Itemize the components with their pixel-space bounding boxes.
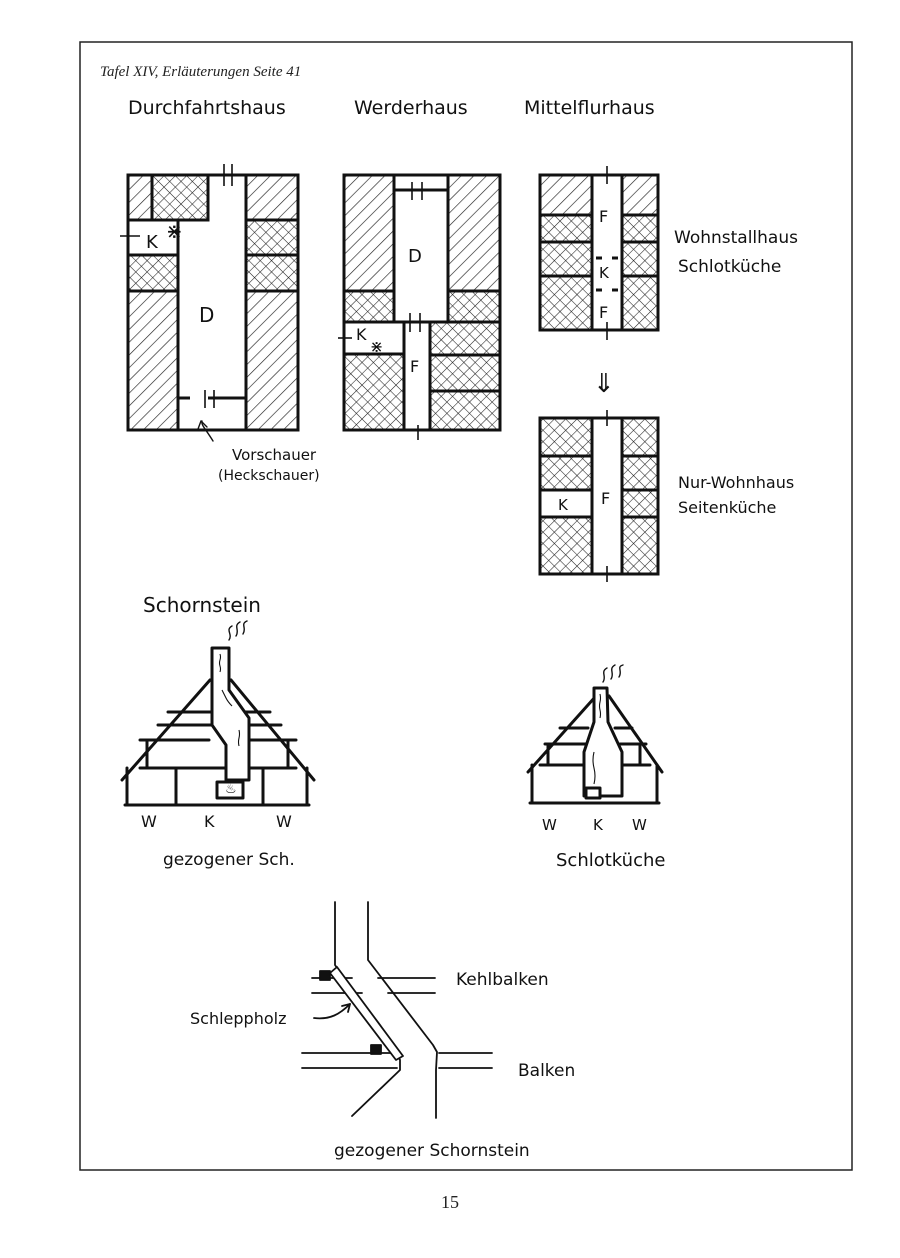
- plate-caption: Tafel XIV, Erläuterungen Seite 41: [100, 64, 302, 80]
- label-kitchen: K: [356, 325, 367, 344]
- title-werderhaus: Werderhaus: [354, 97, 468, 119]
- label-diele: D: [408, 246, 422, 267]
- room-stall: [128, 291, 178, 430]
- arrow-down-icon: ⇓: [593, 369, 615, 399]
- section-schlotkueche: [528, 688, 662, 803]
- room-wohn: [344, 291, 394, 322]
- detail-gezogener-schornstein: [302, 902, 492, 1118]
- room-wohn: [430, 391, 500, 430]
- room-wohn: [540, 418, 592, 456]
- caption-gezogener-sch: gezogener Sch.: [163, 850, 295, 870]
- label-schlotkueche-plan: Schlotküche: [678, 257, 782, 277]
- room-stall: [246, 175, 298, 220]
- label-kitchen: K: [599, 264, 609, 282]
- caption-gezogener-schornstein: gezogener Schornstein: [334, 1141, 530, 1161]
- label-flur: F: [599, 303, 609, 322]
- room-wohn: [622, 517, 658, 574]
- room-wohn: [344, 354, 404, 430]
- label-vorschauer: Vorschauer: [232, 446, 317, 464]
- hearth-icon: ⋇: [370, 337, 384, 356]
- label-balken: Balken: [518, 1061, 576, 1081]
- label-nur-wohnhaus: Nur-Wohnhaus: [678, 473, 795, 492]
- room-wohn: [540, 215, 592, 242]
- label-kitchen: K: [558, 496, 568, 514]
- smoke-icon: [229, 621, 247, 640]
- page-number: 15: [441, 1192, 459, 1212]
- plan-werderhaus: [344, 175, 500, 430]
- label-schleppholz: Schleppholz: [190, 1009, 287, 1028]
- room-wohn: [430, 355, 500, 391]
- room-wohn: [246, 255, 298, 291]
- room-wohn: [622, 276, 658, 330]
- room-wohn: [246, 220, 298, 255]
- label-wohnraum: W: [542, 816, 557, 834]
- room-wohn: [128, 255, 178, 291]
- room-stall: [622, 175, 658, 215]
- label-kehlbalken: Kehlbalken: [456, 970, 549, 990]
- room-wohn: [448, 291, 500, 322]
- section-gezogener-schornstein: [122, 648, 314, 805]
- hearth-icon: ⋇: [166, 219, 183, 243]
- room-wohn: [622, 242, 658, 276]
- room-stall: [448, 175, 500, 291]
- heading-schornstein: Schornstein: [143, 593, 261, 617]
- room-stall: [128, 175, 152, 220]
- label-wohnraum: W: [276, 812, 292, 831]
- label-wohnraum: W: [632, 816, 647, 834]
- room-stall: [246, 291, 298, 430]
- caption-schlotkueche: Schlotküche: [556, 850, 666, 871]
- label-kitchen: K: [593, 816, 603, 834]
- room-wohn: [622, 490, 658, 517]
- label-wohnstallhaus: Wohnstallhaus: [674, 228, 798, 248]
- room-wohn: [622, 215, 658, 242]
- room-wohn: [540, 276, 592, 330]
- room-wohn: [540, 242, 592, 276]
- label-seitenkueche: Seitenküche: [678, 498, 777, 517]
- label-kitchen: K: [204, 812, 215, 831]
- label-flur: F: [599, 207, 609, 226]
- fire-icon: ♨: [225, 782, 237, 797]
- label-heckschauer: (Heckschauer): [218, 468, 320, 484]
- title-mittelflurhaus: Mittelflurhaus: [524, 97, 655, 119]
- label-flur: F: [601, 489, 611, 508]
- room-wohn: [622, 418, 658, 456]
- smoke-icon: [603, 665, 623, 682]
- label-wohnraum: W: [141, 812, 157, 831]
- room-wohn: [540, 517, 592, 574]
- label-flur: F: [410, 357, 420, 376]
- room-wohn: [540, 456, 592, 490]
- room-wohn: [622, 456, 658, 490]
- label-kitchen: K: [146, 232, 158, 253]
- room-wohn: [430, 322, 500, 355]
- title-durchfahrtshaus: Durchfahrtshaus: [128, 97, 286, 119]
- room-stall: [540, 175, 592, 215]
- label-diele: D: [199, 303, 215, 327]
- room-wohn: [152, 175, 208, 220]
- room-stall: [344, 175, 394, 291]
